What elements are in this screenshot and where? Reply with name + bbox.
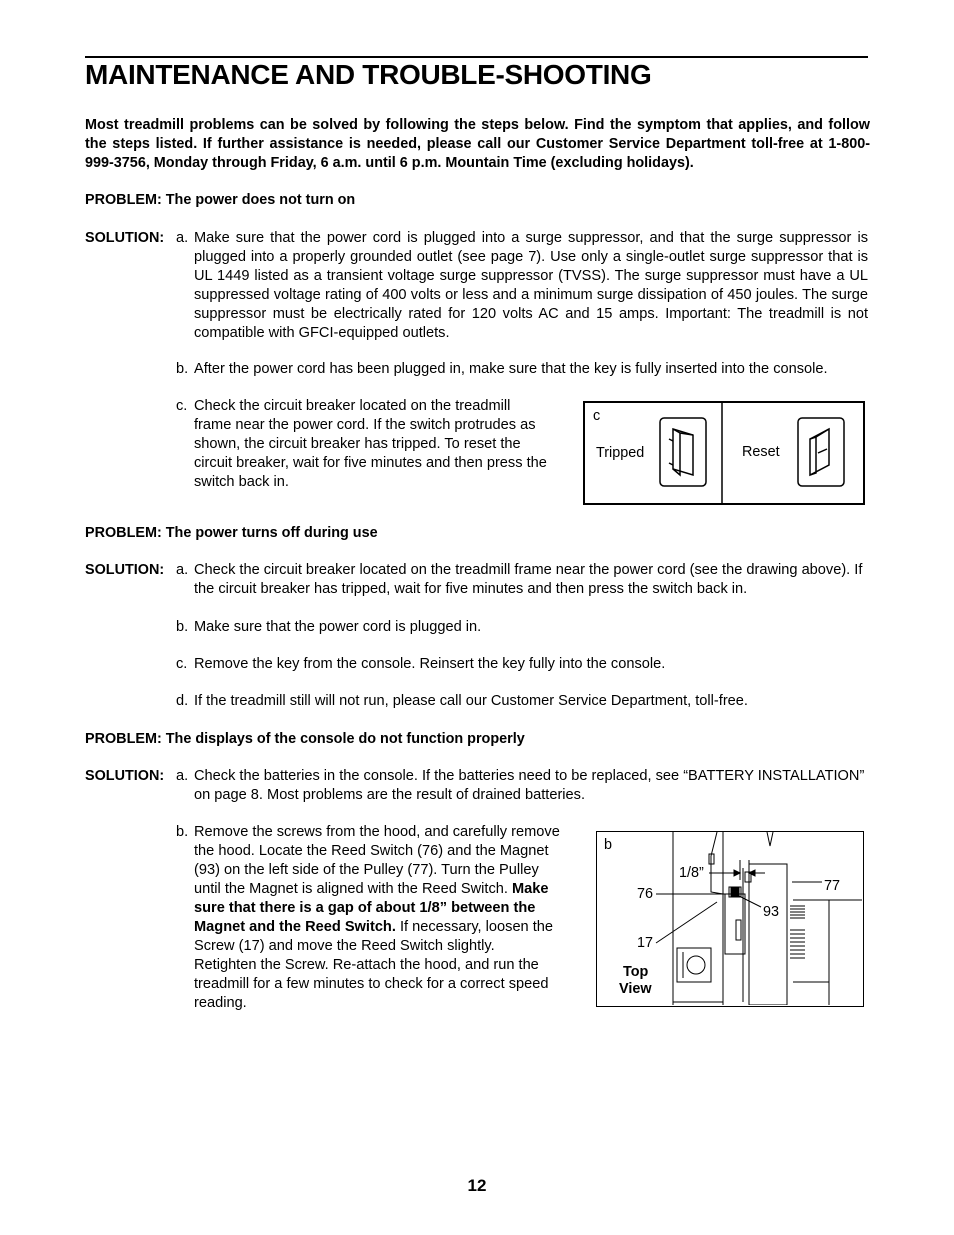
step-letter: b. [176,361,189,377]
gap-label: 1/8” [679,865,704,881]
reset-switch-icon [798,418,844,486]
step-text-emphasis: Make sure that there is a gap of about 1/8” between the Magnet and the Reed Switch. [194,881,549,935]
problem-3-step-a [176,767,868,805]
view-label-line2: View [619,981,652,997]
step-text: Remove the key from the console. Reinsert the key fully into the console. [194,656,666,672]
step-text: Make sure that the power cord is plugged into a surge suppressor, and that the surge suppressor is plugged into a properly grounded outlet (see page 7). Use only a single-outlet surge suppressor that is UL 1449 listed as a transient voltage surge suppressor (TVSS). The surge suppressor must have a UL suppressed voltage rating of 400 volts or less and a minimum surge dissipation of 450 joules. The surge suppressor must be electrically rated for 120 volts AC and 15 amps. Important: The treadmill is not compatible with GFCI-equipped outlets. [194,230,868,341]
step-letter: d. [176,693,189,709]
problem-1-step-c [176,397,548,492]
intro-paragraph: Most treadmill problems can be solved by following the steps below. Find the symptom that applies, and follow the steps listed. If further assistance is needed, please call our Customer Service Department toll-free at 1-800-999-3756, Monday through Friday, 6 a.m. until 6 p.m. Mountain Time (excluding holidays). [85,117,870,171]
step-letter: b. [176,619,189,635]
solution-3-label: SOLUTION: [85,768,165,784]
leader-17 [656,902,717,943]
figure-letter: b [604,837,613,853]
step-text: Check the circuit breaker located on the treadmill frame near the power cord (see the drawing above). If the circuit breaker has tripped, wait for five minutes and then press the switch back in. [194,562,863,597]
pulley-teeth [790,906,805,958]
part-76-label: 76 [637,886,654,902]
controller-box [677,948,711,982]
step-text-before: Remove the screws from the hood, and carefully remove the hood. Locate the Reed Switch (76) and the Magnet (93) on the left side of the Pulley (77). Turn the Pulley until the Magnet is aligned with the Reed Switch. [194,824,560,897]
step-text [194,823,560,1013]
problem-2-heading: PROBLEM: The power turns off during use [85,525,378,541]
problem-2-step-a [176,561,868,599]
belt-mark [767,832,773,846]
solution-1-label: SOLUTION: [85,230,165,246]
problem-1-step-a [176,229,868,343]
problem-2-step-b [176,618,868,637]
figure-letter: c [593,408,601,424]
view-label-line1: Top [623,964,649,980]
problem-3-heading: PROBLEM: The displays of the console do not function properly [85,731,525,747]
solution-2-label: SOLUTION: [85,562,165,578]
step-letter: a. [176,562,189,578]
reed-switch-drawing [597,832,862,1005]
step-text: If the treadmill still will not run, please call our Customer Service Department, toll-free. [194,693,748,709]
tripped-label: Tripped [596,445,645,461]
pulley-shape [749,864,787,1005]
problem-3-step-b [176,823,560,1013]
step-letter: a. [176,230,189,246]
problem-2-step-c [176,655,868,674]
reed-switch-wire [711,832,723,894]
controller-knob [687,956,705,974]
step-text-after: If necessary, loosen the Screw (17) and move the Reed Switch slightly. Retighten the Screw. Re-attach the hood, and run the treadmill for a few minutes to check for a correct speed reading. [194,919,554,1011]
leader-93 [735,894,761,907]
step-text: Check the batteries in the console. If the batteries need to be replaced, see “BATTERY INSTALLATION” on page 8. Most problems are the result of drained batteries. [194,768,865,803]
step-letter: a. [176,768,189,784]
step-text: Check the circuit breaker located on the treadmill frame near the power cord. If the switch protrudes as shown, the circuit breaker has tripped. To reset the circuit breaker, wait for five minutes and then press the switch back in. [194,398,547,490]
part-93-label: 93 [763,904,780,920]
tripped-switch-icon [660,418,706,486]
step-letter: b. [176,824,189,840]
problem-2-step-d [176,692,868,711]
circuit-breaker-drawing [585,403,863,503]
step-text: After the power cord has been plugged in, make sure that the key is fully inserted into the console. [194,361,828,377]
step-text: Make sure that the power cord is plugged in. [194,619,482,635]
problem-1-heading: PROBLEM: The power does not turn on [85,192,356,208]
reed-switch-bracket [725,894,745,954]
reset-label: Reset [742,444,780,460]
step-letter: c. [176,656,188,672]
problem-1-step-b [176,360,876,379]
part-77-label: 77 [824,878,841,894]
circuit-breaker-figure [583,401,865,505]
page-title: MAINTENANCE AND TROUBLE-SHOOTING [85,59,652,90]
page-number: 12 [467,1176,487,1195]
reed-switch-figure [596,831,864,1007]
part-17-label: 17 [637,935,654,951]
step-letter: c. [176,398,188,414]
